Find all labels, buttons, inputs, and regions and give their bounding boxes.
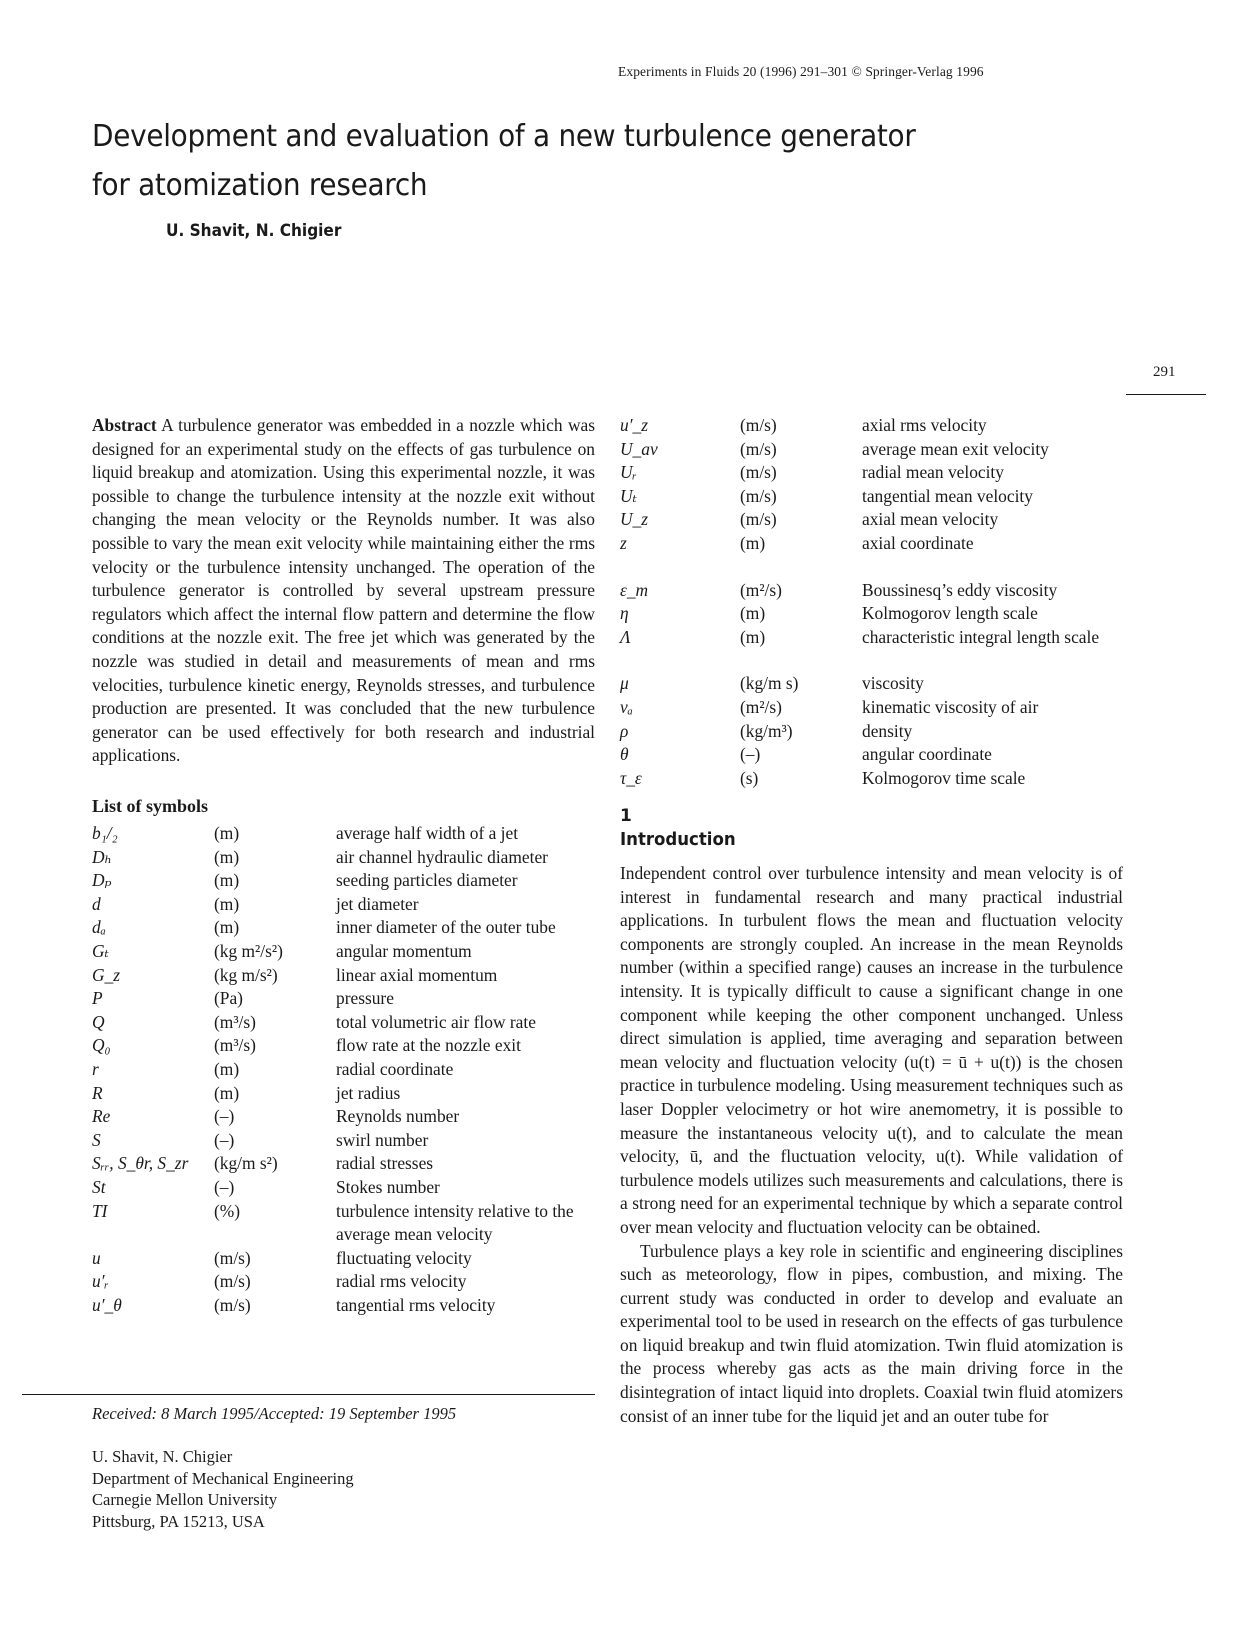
- symbol-row: [92, 1247, 596, 1271]
- symbol: z: [620, 532, 627, 553]
- symbol: μ: [620, 673, 629, 694]
- symbol-unit: (m): [740, 626, 766, 647]
- abstract-text: A turbulence generator was embedded in a nozzle which was designed for an experimental study on the effects of gas turbulence on liquid breakup and atomization. Using this experimental nozzle, it was possible to change the turbulence intensity at the nozzle exit without changing the mean velocity or the Reynolds number. It was also possible to vary the mean exit velocity while maintaining either the rms velocity or the turbulence intensity unchanged. The operation of the turbulence generator is controlled by several upstream pressure regulators which affect the internal flow pattern and determine the flow conditions at the nozzle exit. The free jet which was generated by the nozzle was studied in detail and measurements of mean and rms velocities, turbulence kinetic energy, Reynolds stresses, and turbulence production are presented. It was concluded that the new turbulence generator can be used effectively for both research and industrial applications.: [92, 415, 595, 766]
- symbol-unit: (m): [214, 917, 240, 938]
- symbol-unit: (m): [214, 846, 240, 867]
- symbol-row: [92, 1270, 596, 1294]
- section-title: Introduction: [620, 829, 736, 850]
- symbol-unit: (m/s): [214, 1294, 251, 1315]
- intro-paragraph-1: Independent control over turbulence intensity and mean velocity is of interest in fundamental research and many practical industrial applications. In turbulent flows the mean and fluctuation velocity components are strongly coupled. An increase in the mean Reynolds number (within a specified range) causes an increase in the turbulence intensity. It is typically difficult to cause a significant change in one component while keeping the other component unchanged. Unless direct simulation is applied, time averaging and separation between mean velocity and fluctuation velocity (u(t) = ū + u(t)) is the chosen practice in turbulence modeling. Using measurement techniques such as laser Doppler velocimetry or hot wire anemometry, it is possible to measure the instantaneous velocity u(t), and to calculate the mean velocity, ū, and the fluctuation velocity, u(t). While validation of turbulence models utilizes such measurements and calculations, there is a strong need for an experimental technique by which a separate control over mean velocity and fluctuation velocity can be obtained.: [620, 863, 1123, 1237]
- symbol-row: [92, 1034, 596, 1058]
- symbol-unit: (m): [214, 823, 240, 843]
- symbol: u′ᵣ: [92, 1271, 109, 1292]
- symbol-row: [620, 743, 1107, 767]
- symbol-description: swirl number: [336, 1129, 429, 1150]
- symbol-description: axial coordinate: [862, 532, 974, 553]
- symbol-row: [92, 964, 596, 988]
- symbol-description: air channel hydraulic diameter: [336, 846, 548, 867]
- page-number-rule: [1126, 394, 1206, 395]
- symbol-description: characteristic integral length scale: [862, 626, 1100, 647]
- symbol: Sᵣᵣ, S_θr, S_zr: [92, 1153, 189, 1174]
- symbol: τ_ε: [620, 767, 642, 788]
- symbol-description: jet diameter: [336, 893, 419, 914]
- symbol-row: [620, 508, 1107, 532]
- symbol-description: Boussinesq’s eddy viscosity: [862, 579, 1058, 600]
- symbol-description: angular coordinate: [862, 744, 992, 765]
- symbol-unit: (Pa): [214, 988, 243, 1009]
- symbol-unit: (m²/s): [740, 696, 782, 717]
- symbol-unit: (s): [740, 767, 759, 788]
- symbol-row: [92, 822, 596, 846]
- symbol-description: radial coordinate: [336, 1058, 454, 1079]
- symbol: ε_m: [620, 579, 649, 600]
- affiliation-line: U. Shavit, N. Chigier: [92, 1447, 233, 1466]
- symbol-description: pressure: [336, 988, 394, 1009]
- symbol-unit: (m): [214, 1082, 240, 1103]
- symbol-unit: (m): [214, 893, 240, 914]
- symbol-unit: (kg/m s): [740, 673, 799, 694]
- symbol-unit: (m/s): [740, 462, 777, 483]
- symbol: u′_θ: [92, 1294, 122, 1315]
- affiliation: [92, 1446, 354, 1532]
- symbol-description: inner diameter of the outer tube: [336, 917, 556, 938]
- symbol: TI: [92, 1200, 108, 1221]
- symbol-row: [620, 602, 1107, 626]
- symbol: dₐ: [92, 917, 106, 938]
- symbol-row: [92, 1011, 596, 1035]
- symbol-description: average mean exit velocity: [862, 438, 1049, 459]
- symbol-row: [92, 1105, 596, 1129]
- symbol-unit: (m³/s): [214, 1011, 256, 1032]
- abstract-label: Abstract: [92, 415, 157, 435]
- symbol: r: [92, 1058, 99, 1079]
- symbol-unit: (–): [740, 744, 761, 765]
- abstract: [92, 414, 595, 768]
- symbol-row: [92, 1082, 596, 1106]
- symbol-description: tangential mean velocity: [862, 485, 1033, 506]
- symbol-row: [92, 869, 596, 893]
- symbol-row: [620, 485, 1107, 509]
- symbol-description: linear axial momentum: [336, 964, 498, 985]
- symbol-description: turbulence intensity relative to the average mean velocity: [336, 1200, 574, 1245]
- symbol: η: [620, 603, 629, 624]
- symbol-row: [620, 438, 1107, 462]
- symbol-description: Reynolds number: [336, 1106, 460, 1127]
- symbol-row: [92, 1200, 596, 1247]
- symbol: b₁/₂: [92, 823, 118, 843]
- symbol: νₐ: [620, 696, 633, 717]
- symbol-unit: (kg/m³): [740, 720, 793, 741]
- symbol-description: Stokes number: [336, 1176, 440, 1197]
- symbol: Dₕ: [92, 846, 113, 867]
- symbol-description: average half width of a jet: [336, 823, 519, 843]
- symbol-description: angular momentum: [336, 940, 472, 961]
- affiliation-line: Pittsburg, PA 15213, USA: [92, 1511, 265, 1531]
- symbol: R: [92, 1082, 103, 1103]
- intro-paragraph-2: Turbulence plays a key role in scientific and engineering disciplines such as meteorology, flow in pipes, combustion, and mixing. The current study was conducted in order to develop and evaluate an experimental tool to be used in research on the effects of gas turbulence on liquid breakup and twin fluid atomization. Twin fluid atomization is the process whereby gas acts as the main driving force in the disintegration of intact liquid into droplets. Coaxial twin fluid atomizers consist of an inner tube for the liquid jet and an outer tube for: [620, 1240, 1123, 1426]
- symbol-row: [92, 893, 596, 917]
- symbol: u′_z: [620, 415, 648, 435]
- symbol-description: Kolmogorov length scale: [862, 603, 1038, 624]
- symbol-row: [620, 461, 1107, 485]
- symbol-row: [620, 414, 1107, 438]
- affiliation-line: Department of Mechanical Engineering: [92, 1468, 354, 1488]
- symbol-description: radial mean velocity: [862, 462, 1004, 483]
- symbol-description: density: [862, 720, 913, 741]
- symbol: u: [92, 1247, 101, 1268]
- symbol-unit: (m/s): [214, 1271, 251, 1292]
- symbol-unit: (kg m/s²): [214, 964, 278, 985]
- symbol: S: [92, 1129, 101, 1150]
- symbol-row: [620, 767, 1107, 791]
- received-dates: Received: 8 March 1995/Accepted: 19 September 1995: [92, 1404, 457, 1423]
- symbols-table-left: [92, 822, 596, 1317]
- symbol: θ: [620, 744, 629, 765]
- symbol-description: radial rms velocity: [336, 1271, 467, 1292]
- symbol-unit: (m): [740, 532, 766, 553]
- symbol-unit: (kg m²/s²): [214, 940, 283, 961]
- symbol-row: [92, 1058, 596, 1082]
- symbol: Uᵣ: [620, 462, 637, 483]
- symbol: St: [92, 1176, 106, 1197]
- symbol-unit: (m): [740, 603, 766, 624]
- footnote-rule: [22, 1394, 595, 1395]
- symbol: ρ: [620, 720, 629, 741]
- introduction-body: [620, 862, 1123, 1428]
- symbol: P: [92, 988, 103, 1009]
- symbol: Λ: [620, 626, 631, 647]
- affiliation-line: Carnegie Mellon University: [92, 1490, 278, 1509]
- symbol-unit: (m): [214, 870, 240, 891]
- symbol: Q: [92, 1011, 105, 1032]
- symbol: Gₜ: [92, 940, 109, 961]
- symbol: Uₜ: [620, 485, 637, 506]
- symbol-row: [620, 696, 1107, 720]
- page-number: 291: [1153, 364, 1176, 380]
- symbol-row: [620, 556, 1107, 603]
- symbol-row: [92, 846, 596, 870]
- symbol-description: axial mean velocity: [862, 509, 999, 530]
- symbol-description: flow rate at the nozzle exit: [336, 1035, 521, 1056]
- symbol: d: [92, 893, 101, 914]
- symbol-row: [92, 1152, 596, 1176]
- symbol-unit: (m/s): [214, 1247, 251, 1268]
- symbol-unit: (kg/m s²): [214, 1153, 278, 1174]
- symbol-description: axial rms velocity: [862, 415, 987, 435]
- article-title: [92, 112, 992, 210]
- title-line-2: for atomization research: [92, 168, 428, 203]
- symbol: G_z: [92, 964, 121, 985]
- symbol-unit: (m³/s): [214, 1035, 256, 1056]
- symbol-description: radial stresses: [336, 1153, 434, 1174]
- symbol-unit: (m/s): [740, 415, 777, 435]
- symbol: U_av: [620, 438, 658, 459]
- symbol-unit: (m): [214, 1058, 240, 1079]
- symbol: U_z: [620, 509, 649, 530]
- symbol-row: [620, 649, 1107, 696]
- symbol-unit: (–): [214, 1129, 235, 1150]
- authors: U. Shavit, N. Chigier: [166, 221, 342, 240]
- symbol-description: viscosity: [862, 673, 924, 694]
- symbol-description: total volumetric air flow rate: [336, 1011, 536, 1032]
- symbol-unit: (m/s): [740, 438, 777, 459]
- section-number: 1: [620, 806, 632, 826]
- symbol-row: [92, 940, 596, 964]
- symbol: Q₀: [92, 1035, 111, 1056]
- symbol-row: [92, 916, 596, 940]
- symbol: Dₚ: [92, 870, 112, 891]
- symbol-unit: (%): [214, 1200, 241, 1221]
- symbol-row: [92, 1129, 596, 1153]
- symbol-unit: (–): [214, 1176, 235, 1197]
- symbols-heading: List of symbols: [92, 796, 209, 816]
- symbol-unit: (m²/s): [740, 579, 782, 600]
- symbol-description: fluctuating velocity: [336, 1247, 472, 1268]
- symbol-row: [92, 1294, 596, 1318]
- symbol-description: Kolmogorov time scale: [862, 767, 1026, 788]
- symbol-row: [620, 720, 1107, 744]
- symbol-description: seeding particles diameter: [336, 870, 518, 891]
- title-line-1: Development and evaluation of a new turbulence generator: [92, 119, 916, 154]
- symbol-unit: (m/s): [740, 485, 777, 506]
- symbol: Re: [92, 1106, 111, 1127]
- symbol-unit: (m/s): [740, 509, 777, 530]
- journal-citation: Experiments in Fluids 20 (1996) 291–301 © Springer-Verlag 1996: [618, 64, 984, 79]
- symbol-description: jet radius: [336, 1082, 401, 1103]
- symbol-row: [92, 1176, 596, 1200]
- symbols-table-right: [620, 414, 1107, 790]
- symbol-description: tangential rms velocity: [336, 1294, 496, 1315]
- symbol-description: kinematic viscosity of air: [862, 696, 1039, 717]
- symbol-row: [620, 532, 1107, 556]
- symbol-unit: (–): [214, 1106, 235, 1127]
- symbol-row: [92, 987, 596, 1011]
- symbol-row: [620, 626, 1107, 650]
